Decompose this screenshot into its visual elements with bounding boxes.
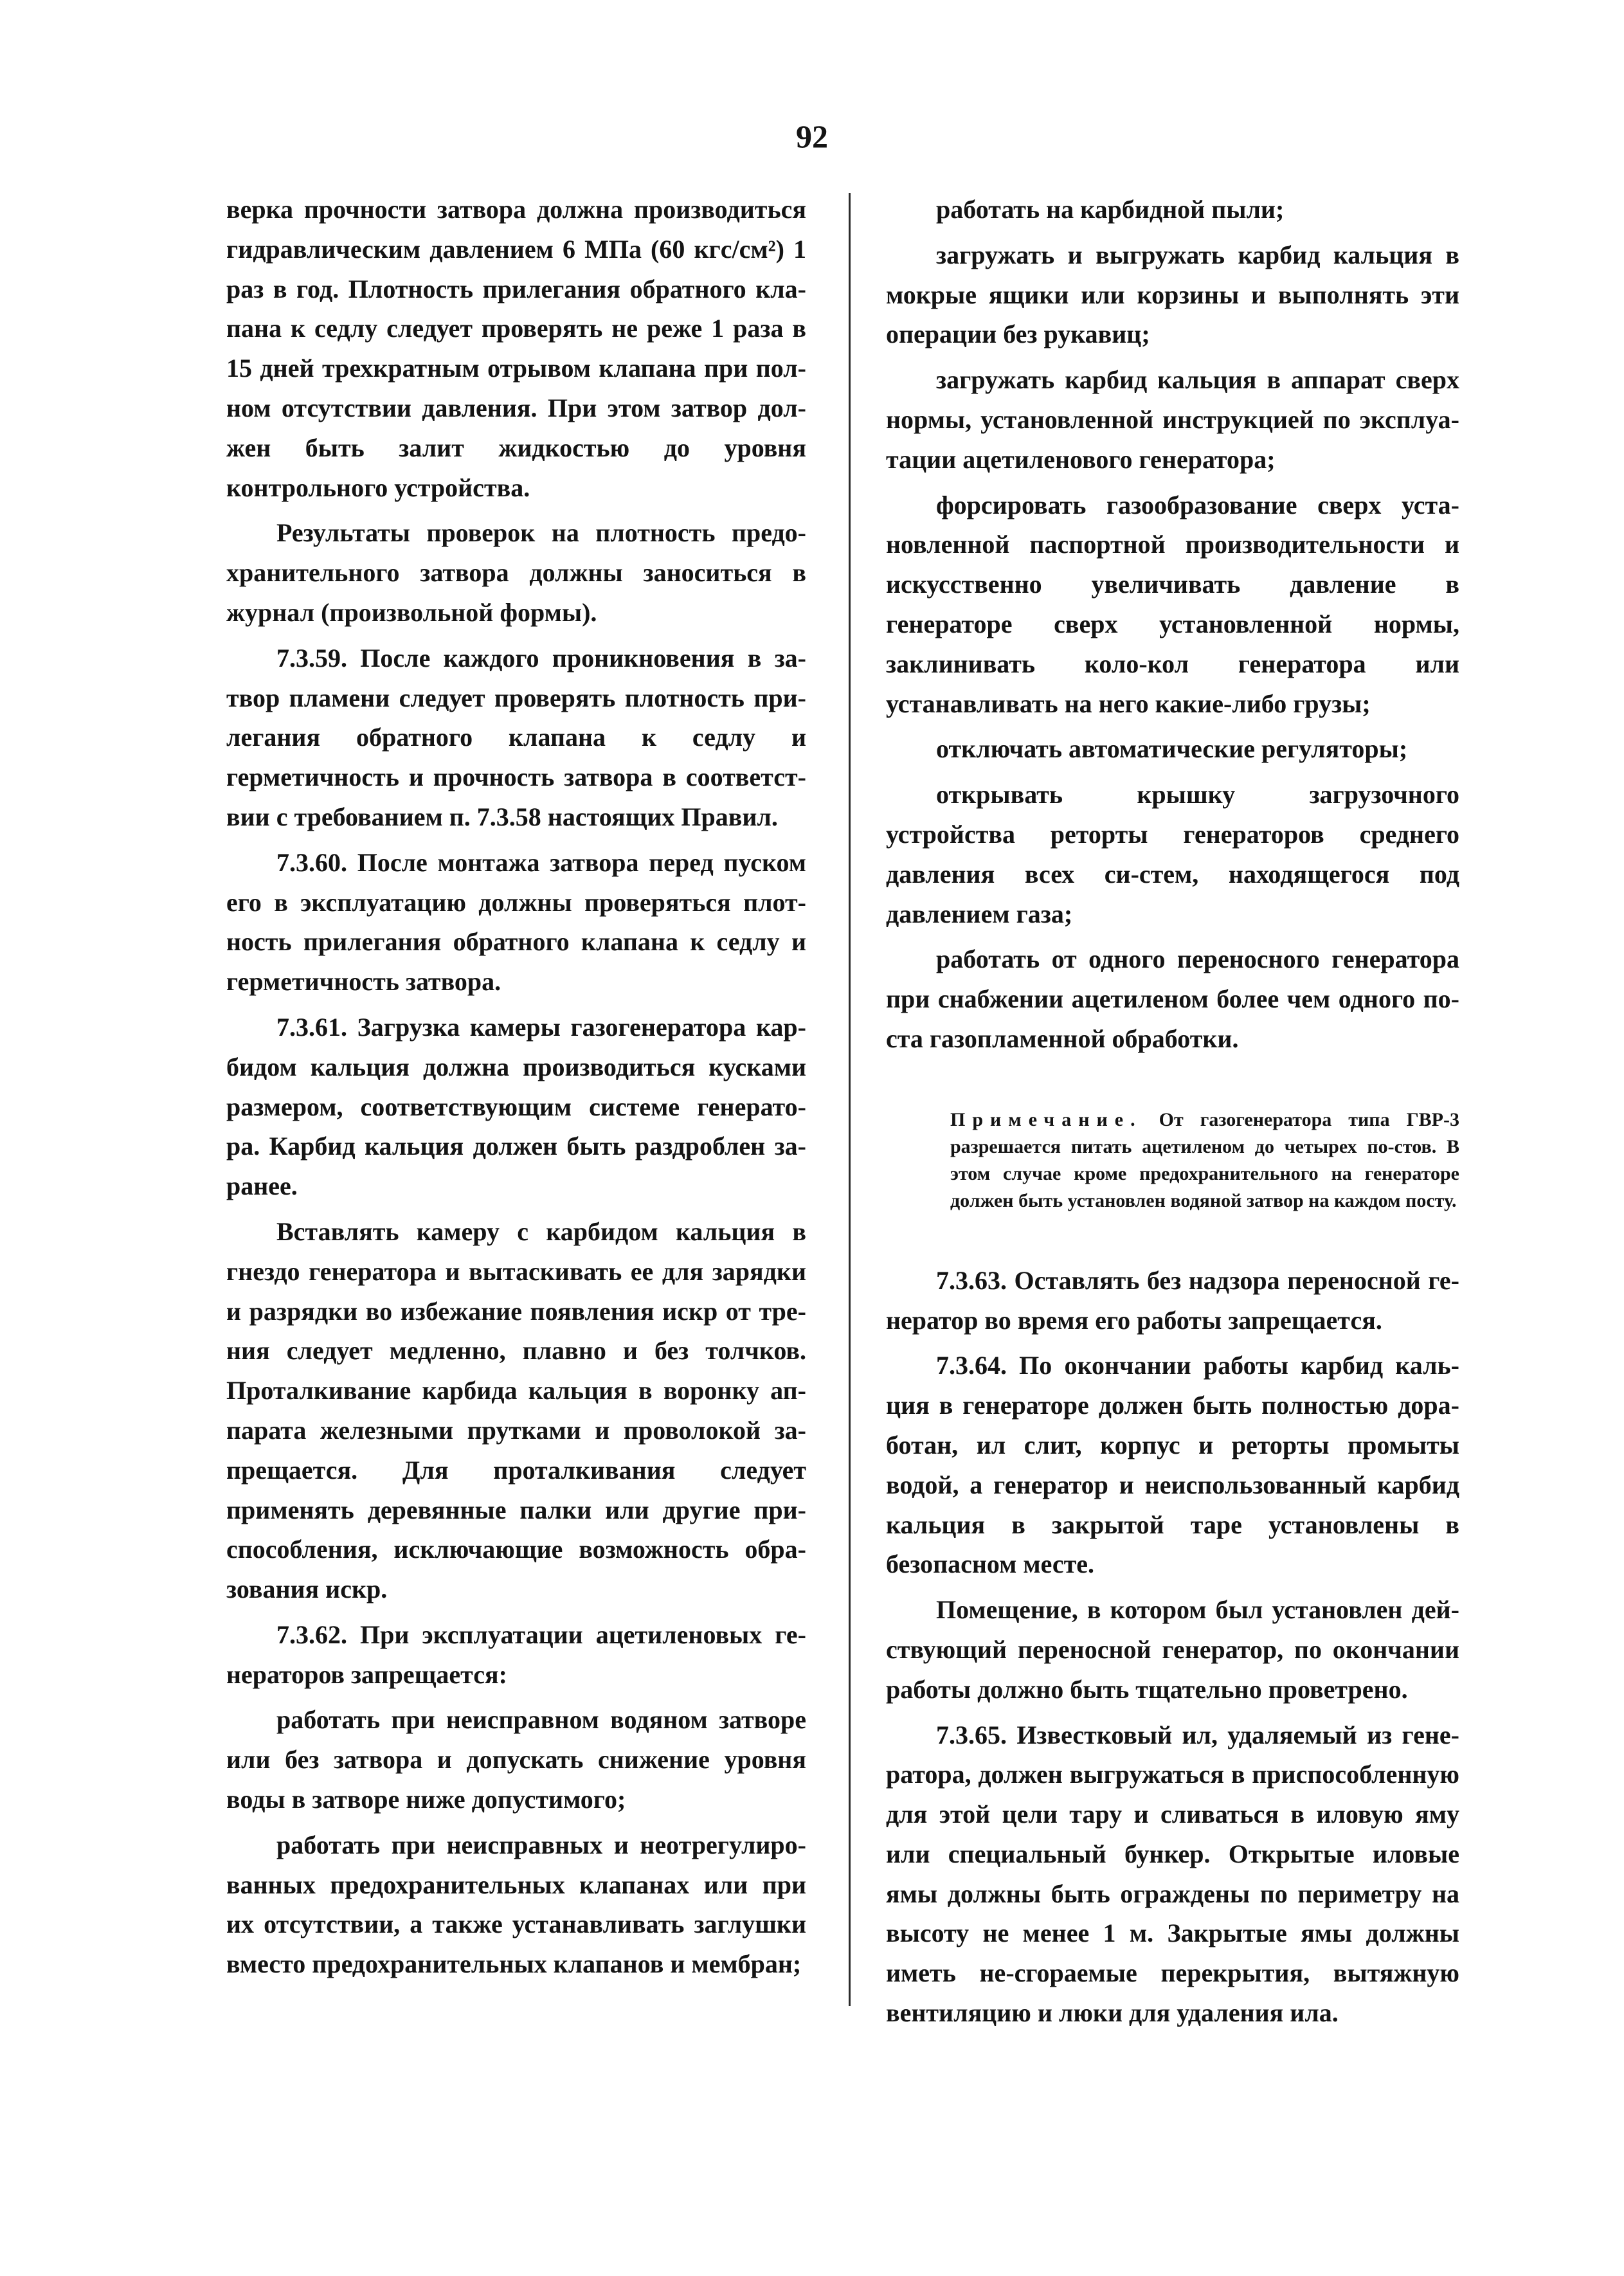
- paragraph: 7.3.59. После каждого проникновения в за-твор пламени следует проверять плотность при-легания обратного клапана к седлу и герметичность и прочность затвора в соответст-вии с требованием п. 7.3.58 настоящих Правил.: [226, 643, 806, 831]
- paragraph: Вставлять камеру с карбидом кальция в гнездо генератора и вытаскивать ее для зарядки и разрядки во избежание появления искр от тре-ния следует медленно, плавно и без толчков. Проталкивание карбида кальция в воронку ап-парата железными прутками и проволокой за-прещается. Для проталкивания следует применять деревянные палки или другие при-способления, исключающие возможность обра-зования искр.: [226, 1216, 806, 1604]
- paragraph: 7.3.64. По окончании работы карбид каль-ция в генераторе должен быть полностью дора-ботан, ил слит, корпус и реторты промыты водой, а генератор и неиспользованный карбид кальция в закрытой таре установлены в безопасном месте.: [886, 1351, 1459, 1579]
- paragraph: верка прочности затвора должна производиться гидравлическим давлением 6 МПа (60 кгс/см²) 1 раз в год. Плотность прилегания обратного кла-пана к седлу следует проверять не реже 1 раза в 15 дней трехкратным отрывом клапана при пол-ном отсутствии давления. При этом затвор дол-жен быть залит жидкостью до уровня контрольного устройства.: [226, 195, 806, 502]
- paragraph: 7.3.61. Загрузка камеры газогенератора кар-бидом кальция должна производиться кусками размером, соответствующим системе генерато-ра. Карбид кальция должен быть раздроблен за-ранее.: [226, 1012, 806, 1201]
- note-text: От газогенератора типа ГВР-3 разрешается питать ацетиленом до четырех по-стов. В этом случае кроме предохранительного на генераторе должен быть установлен водяной затвор на каждом посту.: [950, 1108, 1459, 1211]
- paragraph: работать при неисправном водяном затворе или без затвора и допускать снижение уровня воды в затворе ниже допустимого;: [226, 1705, 806, 1814]
- page-number: 92: [796, 118, 828, 154]
- note: [886, 1106, 1459, 1215]
- paragraph: открывать крышку загрузочного устройства реторты генераторов среднего давления всех си-стем, находящегося под давлением газа;: [886, 780, 1459, 928]
- paragraph: Помещение, в котором был установлен дей-ствующий переносной генератор, по окончании работы должно быть тщательно проветрено.: [886, 1595, 1459, 1704]
- note-label: Примечание.: [950, 1108, 1142, 1130]
- paragraph: 7.3.62. При эксплуатации ацетиленовых ге-нераторов запрещается:: [226, 1620, 806, 1689]
- right-column: [886, 190, 1459, 2039]
- paragraph: загружать карбид кальция в аппарат сверх нормы, установленной инструкцией по эксплуа-тации ацетиленового генератора;: [886, 365, 1459, 474]
- paragraph: 7.3.60. После монтажа затвора перед пуском его в эксплуатацию должны проверяться плот-ность прилегания обратного клапана к седлу и герметичность затвора.: [226, 847, 806, 997]
- paragraph: форсировать газообразование сверх уста-новленной паспортной производительности и искусственно увеличивать давление в генераторе сверх установленной нормы, заклинивать коло-кол генератора или устанавливать на него какие-либо грузы;: [886, 490, 1459, 718]
- paragraph: 7.3.65. Известковый ил, удаляемый из гене-ратора, должен выгружаться в приспособленную для этой цели тару и сливаться в иловую яму или специальный бункер. Открытые иловые ямы должны быть ограждены по периметру на высоту не менее 1 м. Закрытые ямы должны иметь не-сгораемые перекрытия, вытяжную вентиляцию и люки для удаления ила.: [886, 1720, 1459, 2028]
- paragraph: работать на карбидной пыли;: [936, 195, 1285, 224]
- paragraph: загружать и выгружать карбид кальция в мокрые ящики или корзины и выполнять эти операции без рукавиц;: [886, 240, 1459, 349]
- paragraph: отключать автоматические регуляторы;: [936, 734, 1408, 764]
- paragraph: Результаты проверок на плотность предо-хранительного затвора должны заноситься в журнал (произвольной формы).: [226, 518, 806, 627]
- paragraph: работать от одного переносного генератора при снабжении ацетиленом более чем одного по-ста газопламенной обработки.: [886, 944, 1459, 1053]
- paragraph: работать при неисправных и неотрегулиро-ванных предохранительных клапанах или при их отсутствии, а также устанавливать заглушки вместо предохранительных клапанов и мембран;: [226, 1830, 806, 1979]
- left-column: [226, 190, 806, 1990]
- paragraph: 7.3.63. Оставлять без надзора переносной ге-нератор во время его работы запрещается.: [886, 1265, 1459, 1335]
- column-divider: [849, 193, 851, 2006]
